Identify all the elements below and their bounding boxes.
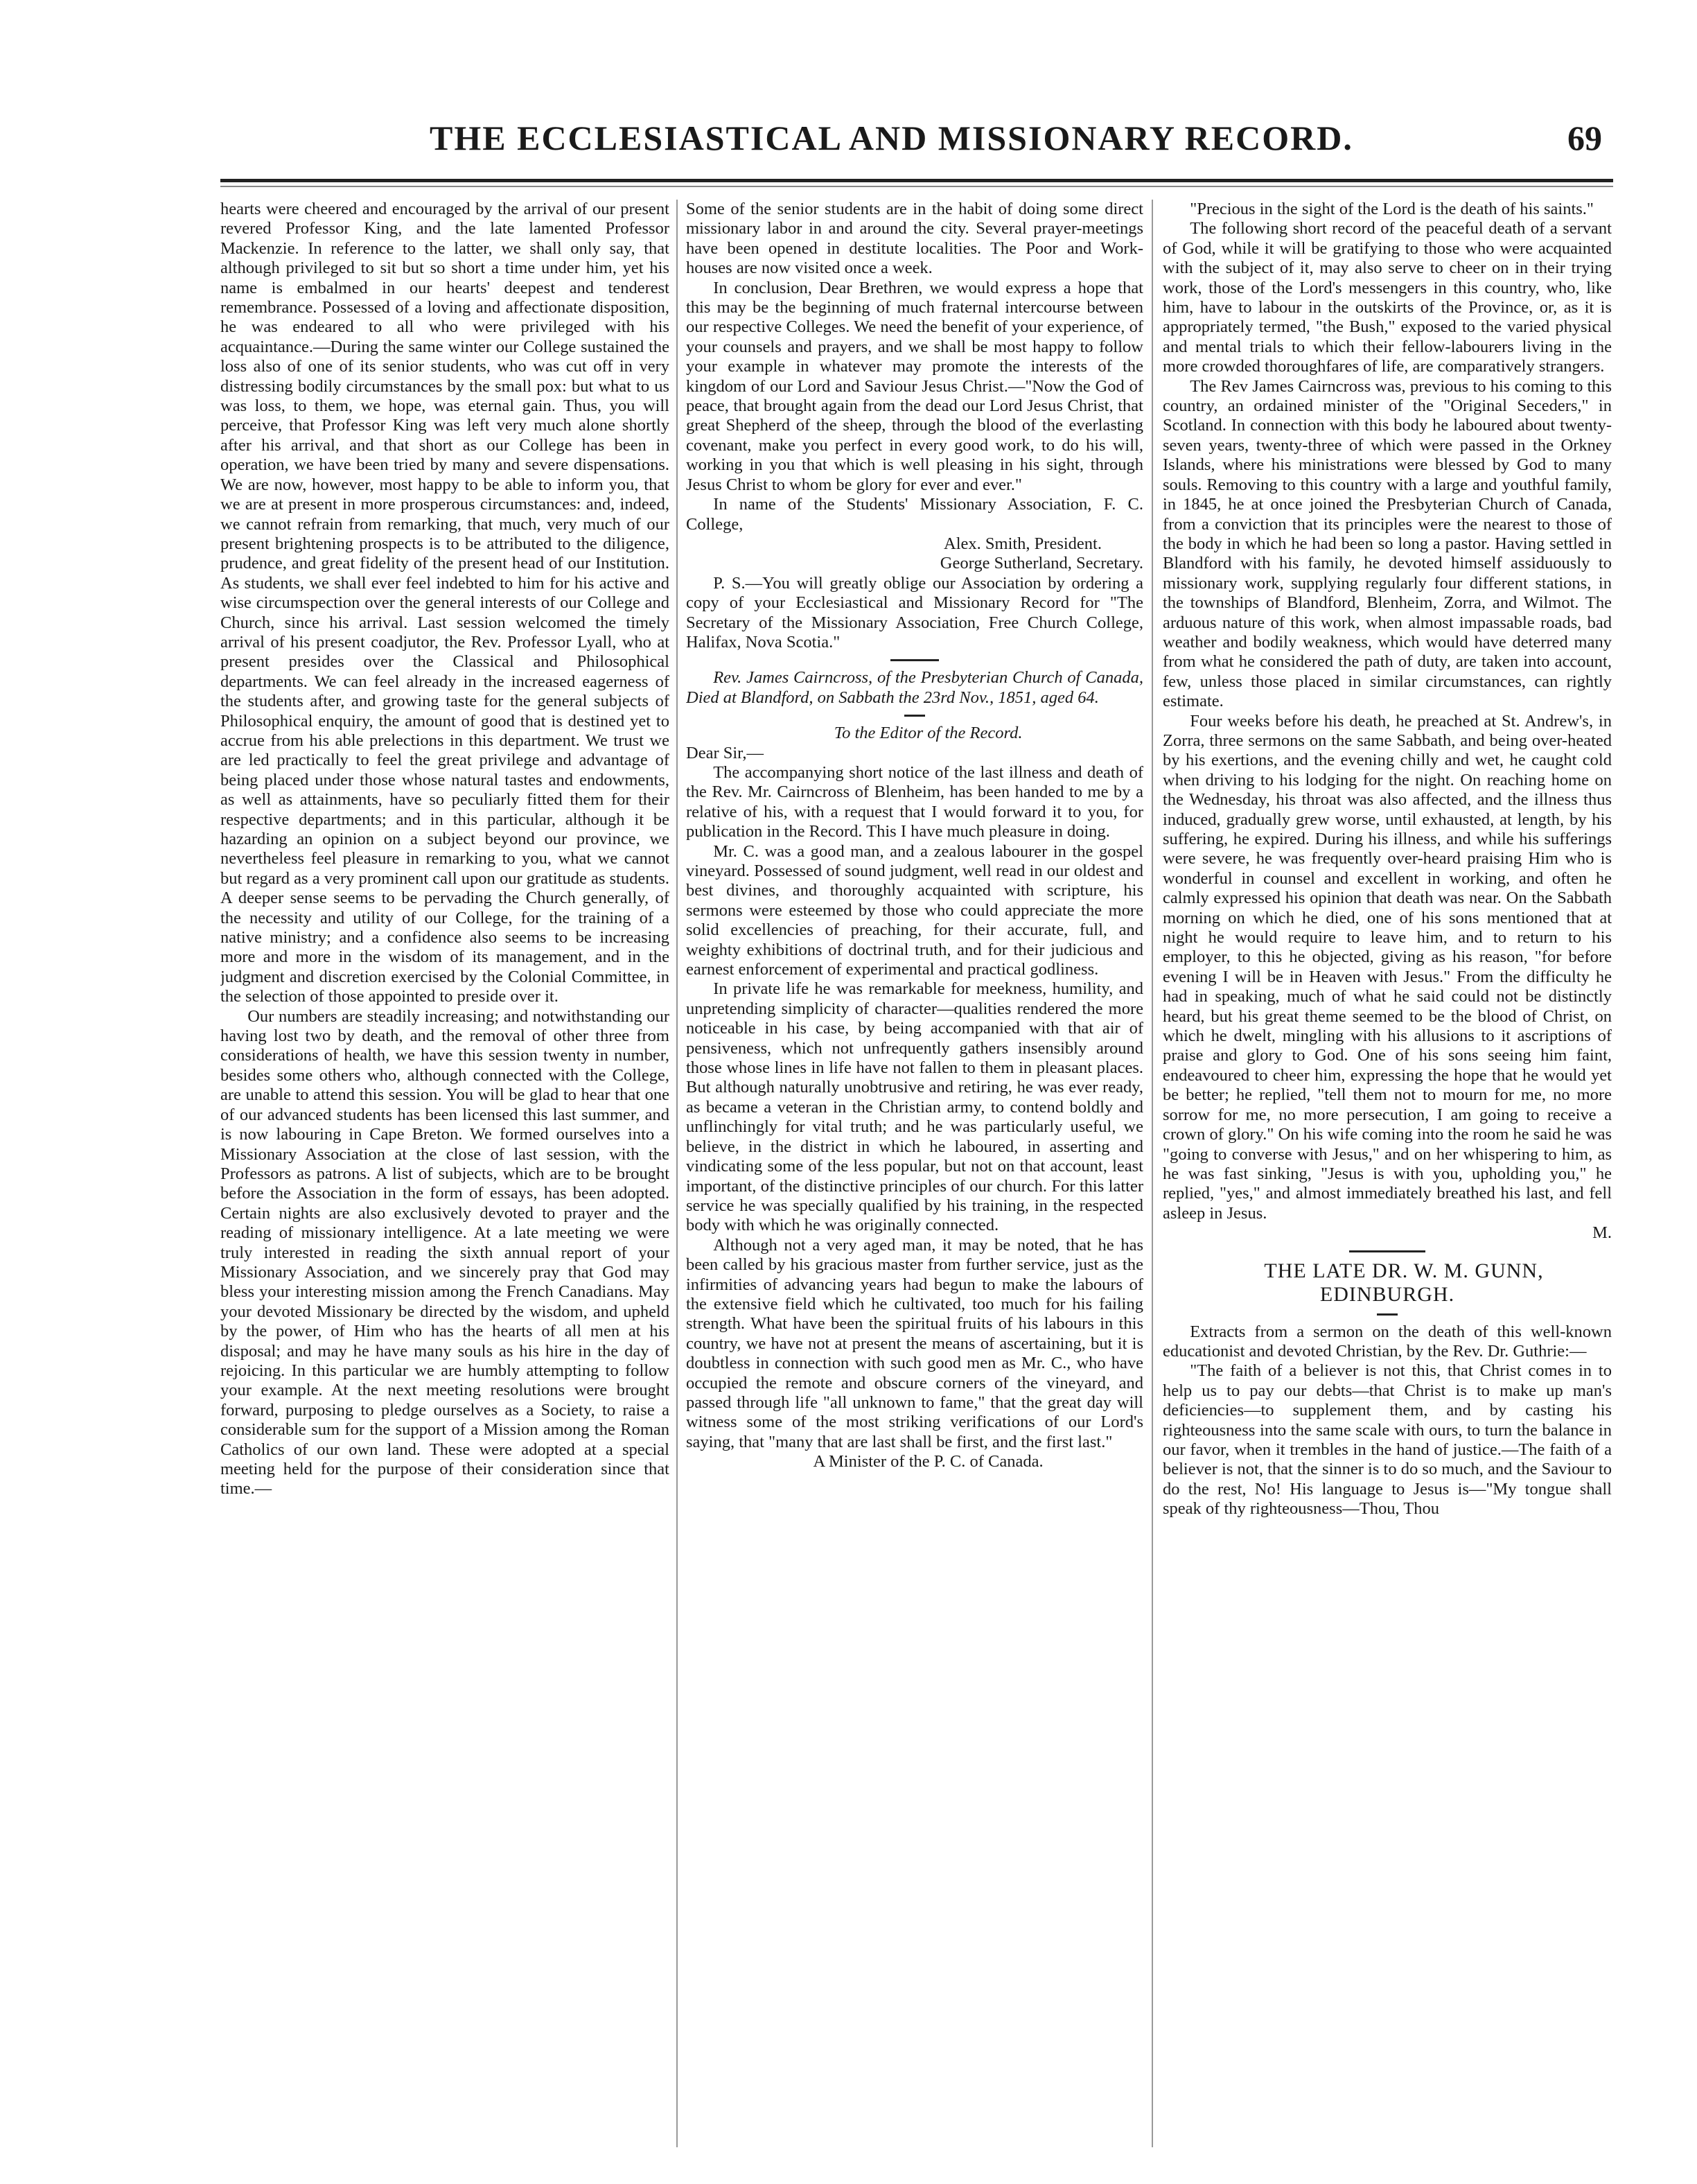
mid-paragraph-2: In conclusion, Dear Brethren, we would express a hope that this may be the beginning of much fraternal intercourse between our respective Colleges. We need the benefit of your experience, of your counsels and prayers, and we shall be most happy to follow your example in whatever may promote the interests of the kingdom of our Lord and Saviour Jesus Christ.—"Now the God of peace, that brought again from the dead our Lord Jesus Christ, that great Shepherd of the sheep, through the blood of the everlasting covenant, make you perfect in every good work, to do his will, working in you that which is well pleasing in his sight, through Jesus Christ to whom be glory for ever and ever.": [686, 278, 1143, 494]
mid2-paragraph-2: Mr. C. was a good man, and a zealous labourer in the gospel vineyard. Possessed of sound judgment, well read in our oldest and best divines, and thoroughly acquainted with scripture, his sermons were esteemed by those who could appreciate the more solid excellencies of preaching, for their accurate, full, and weighty exhibitions of doctrinal truth, and for their judicious and earnest enforcement of experimental and practical godliness.: [686, 841, 1143, 979]
header-rule-thin: [220, 186, 1613, 187]
section-divider: [890, 659, 939, 661]
right-column: [1163, 200, 1612, 2147]
column-divider-left: [676, 200, 678, 2147]
editor-heading: To the Editor of the Record.: [834, 724, 1023, 743]
right-paragraph-4: Four weeks before his death, he preached at St. Andrew's, in Zorra, three sermons on the same Sabbath, and being over-heated by his exertions, and the evening chilly and wet, he caught cold when driving to his lodging for the night. On reaching home on the Wednesday, his throat was also affected, and the illness thus induced, gradually grew worse, until exhausted, at length, by his suffering, he expired. During his illness, and while his sufferings were severe, he was frequently over-heard praising Him who is wonderful in counsel and excellent in working, and often he calmly expressed his opinion that death was near. On the Sabbath morning on which he died, one of his sons mentioned that at night he would require to leave him, and to return to his employer, to this he objected, giving as his reason, "for before evening I will be in Heaven with Jesus." From the difficulty he had in speaking, much of what he said could not be distinctly heard, but his great theme seemed to be the blood of Christ, on which he dwelt, mingling with his allusions to it ascriptions of praise and glory to God. One of his sons seeing him faint, endeavoured to cheer him, expressing the hope that he would yet be better; he replied, "tell them not to mourn for me, no more sorrow for me, no more persecution, I am going to receive a crown of glory." On his wife coming into the room he said he was "going to converse with Jesus," and on her whispering to him, as he was fast sinking, "Jesus is with you, upholding you," he replied, "yes," and almost immediately breathed his last, and fell asleep in Jesus.: [1163, 711, 1612, 1223]
mid-paragraph-1: Some of the senior students are in the habit of doing some direct missionary labor in and around the city. Several prayer-meetings have been opened in destitute localities. The Poor and Work-houses are now visited once a week.: [686, 200, 1143, 278]
column-divider-right: [1152, 200, 1153, 2147]
obituary-heading: Rev. James Cairncross, of the Presbyterian Church of Canada, Died at Blandford, on Sabbath the 23rd Nov., 1851, aged 64.: [686, 668, 1143, 707]
postscript: P. S.—You will greatly oblige our Association by ordering a copy of your Ecclesiastical and Missionary Record for "The Secretary of the Missionary Association, Free Church College, Halifax, Nova Scotia.": [686, 573, 1143, 652]
signature-secretary: George Sutherland, Secretary.: [940, 554, 1143, 573]
left-paragraph-1: hearts were cheered and encouraged by the arrival of our present revered Professor King, and the late lamented Professor Mackenzie. In reference to the latter, we shall only say, that although privileged to sit but so short a time under him, yet his name is embalmed in our hearts' deepest and tenderest remembrance. Possessed of a loving and affectionate disposition, he was endeared to all who were privileged with his acquaintance.—During the same winter our College sustained the loss also of one of its senior students, who was cut off in very distressing bodily circumstances by the small pox: but what to us was loss, to them, we hope, was eternal gain. Thus, you will perceive, that Professor King was left very much alone shortly after his arrival, and that short as our College has been in operation, we have been tried by many and severe dispensations. We are now, however, most happy to be able to inform you, that we are at present in more prosperous circumstances: and, indeed, we cannot refrain from remarking, that much, very much of our present brightening prospects is to be attributed to the diligence, prudence, and great fidelity of the present head of our Institution. As students, we shall ever feel indebted to him for his active and wise circumspection over the general interests of our College and Church, since his arrival. Last session welcomed the timely arrival of his present coadjutor, the Rev. Professor Lyall, who at present presides over the Classical and Philosophical departments. We can feel already in the increased eagerness of the students after, and growing taste for the general subjects of Philosophical enquiry, the amount of good that is destined yet to accrue from his able prelections in this department. We trust we are led practically to feel the great privilege and advantage of being placed under those whose natural tastes and endowments, as well as attainments, have so peculiarly fitted them for their respective departments; and in this particular, although it be hazarding an opinion on a subject beyond our province, we nevertheless feel pleasure in remarking to you, what we cannot but regard as a very prominent call upon our gratitude as students. A deeper sense seems to be pervading the Church generally, of the necessity and utility of our College, for the training of a native ministry; and a confidence also seems to be increasing more and more in the wisdom of its management, and in the judgment and discretion exercised by the Colonial Committee, in the selection of those appointed to preside over it.: [220, 200, 669, 1006]
section-divider-right: [1349, 1250, 1425, 1252]
closing-signature: A Minister of the P. C. of Canada.: [813, 1452, 1044, 1471]
signature-president: Alex. Smith, President.: [944, 534, 1102, 553]
middle-column: [686, 200, 1143, 2147]
mid2-paragraph-4: Although not a very aged man, it may be noted, that he has been called by his gracious master from further service, just as the infirmities of advancing years had begun to make the labours of the extensive field which he cultivated, too much for his failing strength. What have been the spiritual fruits of his labours in this country, we have not at present the means of ascertaining, but it is doubtless in connection with such good men as Mr. C., who have occupied the remote and obscure corners of the vineyard, and passed through life "all unknown to fame," that the great day will witness some of the most striking verifications of our Lord's saying, that "many that are last shall be first, and the first last.": [686, 1235, 1143, 1451]
left-paragraph-2: Our numbers are steadily increasing; and notwithstanding our having lost two by death, and the removal of other three from considerations of health, we have this session twenty in number, besides some others who, although connected with the College, are unable to attend this session. You will be glad to hear that one of our advanced students has been licensed this last summer, and is now labouring in Cape Breton. We formed ourselves into a Missionary Association at the close of last session, with the Professors as patrons. A list of subjects, which are to be brought before the Association in the form of essays, has been adopted. Certain nights are also exclusively devoted to prayer and the reading of missionary intelligence. At a late meeting we were truly interested in reading the sixth annual report of your Missionary Association, and we sincerely pray that God may bless your interesting mission among the French Canadians. May your devoted Missionary be directed by the wisdom, and upheld by the power, of Him who has the hearts of all men at his disposal; and may he have many souls as his hire in the day of rejoicing. In this particular we are humbly attempting to follow your example. At the next meeting resolutions were brought forward, purposing to pledge ourselves as a Society, to raise a considerable sum for the support of a Mission among the Roman Catholics of our own land. These were adopted at a special meeting held for the purpose of their consideration since that time.—: [220, 1006, 669, 1499]
section-divider-right-small: [1377, 1313, 1398, 1316]
mid2-paragraph-1: The accompanying short notice of the last illness and death of the Rev. Mr. Cairncross of Blenheim, has been handed to me by a relative of his, with a request that I would forward it to you, for publication in the Record. This I have much pleasure in doing.: [686, 762, 1143, 841]
page-header-title: THE ECCLESIASTICAL AND MISSIONARY RECORD.: [430, 119, 1353, 157]
mid-paragraph-3: In name of the Students' Missionary Association, F. C. College,: [686, 495, 1143, 534]
left-column: [220, 200, 669, 2147]
right-paragraph-1: "Precious in the sight of the Lord is the death of his saints.": [1190, 200, 1594, 218]
section-divider-small: [904, 715, 925, 717]
section-heading: THE LATE DR. W. M. GUNN, EDINBURGH.: [1264, 1259, 1544, 1306]
salutation: Dear Sir,—: [686, 743, 764, 762]
initial-signature: M.: [1592, 1223, 1612, 1243]
gunn-quote: "The faith of a believer is not this, that Christ comes in to help us to pay our debts—that Christ is to make up man's deficiencies—to supplement them, and by casting his righteousness into the same scale with ours, to turn the balance in our favor, when it trembles in the hand of justice.—The faith of a believer is not, that the sinner is to do so much, and the Saviour to do the rest, No! His language to Jesus is—"My tongue shall speak of thy righteousness—Thou, Thou: [1163, 1361, 1612, 1519]
mid2-paragraph-3: In private life he was remarkable for meekness, humility, and unpretending simplicity of character—qualities rendered the more noticeable in his case, by being accompanied with that air of pensiveness, which not unfrequently gathers insensibly around those whose lines in life have not fallen to them in pleasant places. But although naturally unobtrusive and retiring, he was ever ready, as became a veteran in the Christian army, to contend boldly and unflinchingly for vital truth; and he was particularly useful, we believe, in the district in which he laboured, in asserting and vindicating some of the less popular, but not on that account, least important, of the distinctive principles of our church. For this latter service he was specially qualified by his training, in the respected body with which he was originally connected.: [686, 979, 1143, 1235]
page-number: 69: [1567, 119, 1602, 157]
right-paragraph-2: The following short record of the peaceful death of a servant of God, while it will be gratifying to those who were acquainted with the subject of it, may also serve to cheer on in their trying work, those of the Lord's messengers in this country, who, like him, have to labour in the outskirts of the Province, or, as it is appropriately termed, "the Bush," exposed to the varied physical and mental trials to which their fellow-labourers living in the more crowded thoroughfares of life, are comparatively strangers.: [1163, 219, 1612, 376]
header-rule: [220, 179, 1613, 182]
right-paragraph-3: The Rev James Cairncross was, previous to his coming to this country, an ordained minister of the "Original Seceders," in Scotland. In connection with this body he laboured about twenty-seven years, twenty-three of which were passed in the Orkney Islands, where his ministrations were blessed by God to many souls. Removing to this country with a large and youthful family, in 1845, he at once joined the Presbyterian Church of Canada, from a conviction that its principles were the nearest to those of the body in which he had been so long a pastor. Having settled in Blandford with his family, he devoted himself assiduously to missionary work, supplying regularly four different stations, in the townships of Blandford, Blenheim, Zorra, and Wilmot. The arduous nature of this work, when almost impassable roads, bad weather and bodily weakness, which would have deterred many from what he considered the path of duty, are taken into account, few, unless those placed in similar circumstances, can rightly estimate.: [1163, 376, 1612, 711]
gunn-intro: Extracts from a sermon on the death of this well-known educationist and devoted Christian, by the Rev. Dr. Guthrie:—: [1163, 1322, 1612, 1361]
